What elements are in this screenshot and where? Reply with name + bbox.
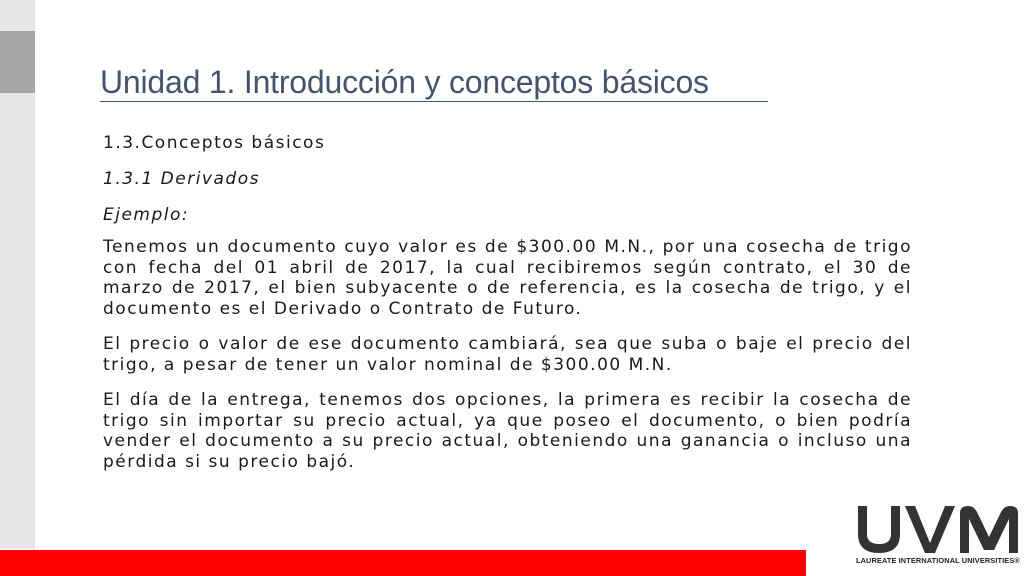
uvm-wordmark-icon (856, 503, 1018, 555)
logo-tagline: LAUREATE INTERNATIONAL UNIVERSITIES® (856, 556, 1020, 565)
left-side-tab (0, 31, 35, 93)
example-label: Ejemplo: (103, 205, 190, 225)
uvm-logo (856, 503, 1018, 569)
slide-title: Unidad 1. Introducción y conceptos básicos (100, 64, 709, 100)
paragraph-price: El precio o valor de ese documento cambiará, sea que suba o baje el precio del trigo, a pesar de tener un valor nominal de $300.00 M.N. (103, 334, 912, 375)
subsection-heading: 1.3.1 Derivados (103, 169, 260, 189)
paragraph-definition: Tenemos un documento cuyo valor es de $300.00 M.N., por una cosecha de trigo con fecha del 01 abril de 2017, la cual recibiremos según contrato, el 30 de marzo de 2017, el bien subyacente o de referencia, es la cosecha de trigo, y el documento es el Derivado o Contrato de Futuro. (103, 237, 912, 319)
slide-body (103, 131, 912, 487)
bottom-accent-bar (0, 550, 806, 576)
title-underline (100, 101, 768, 102)
paragraph-delivery: El día de la entrega, tenemos dos opciones, la primera es recibir la cosecha de trigo sin importar su precio actual, ya que poseo el documento, o bien podría vender el documento a su precio actual, obteniendo una ganancia o incluso una pérdida si su precio bajó. (103, 390, 912, 472)
section-heading: 1.3.Conceptos básicos (103, 133, 326, 153)
